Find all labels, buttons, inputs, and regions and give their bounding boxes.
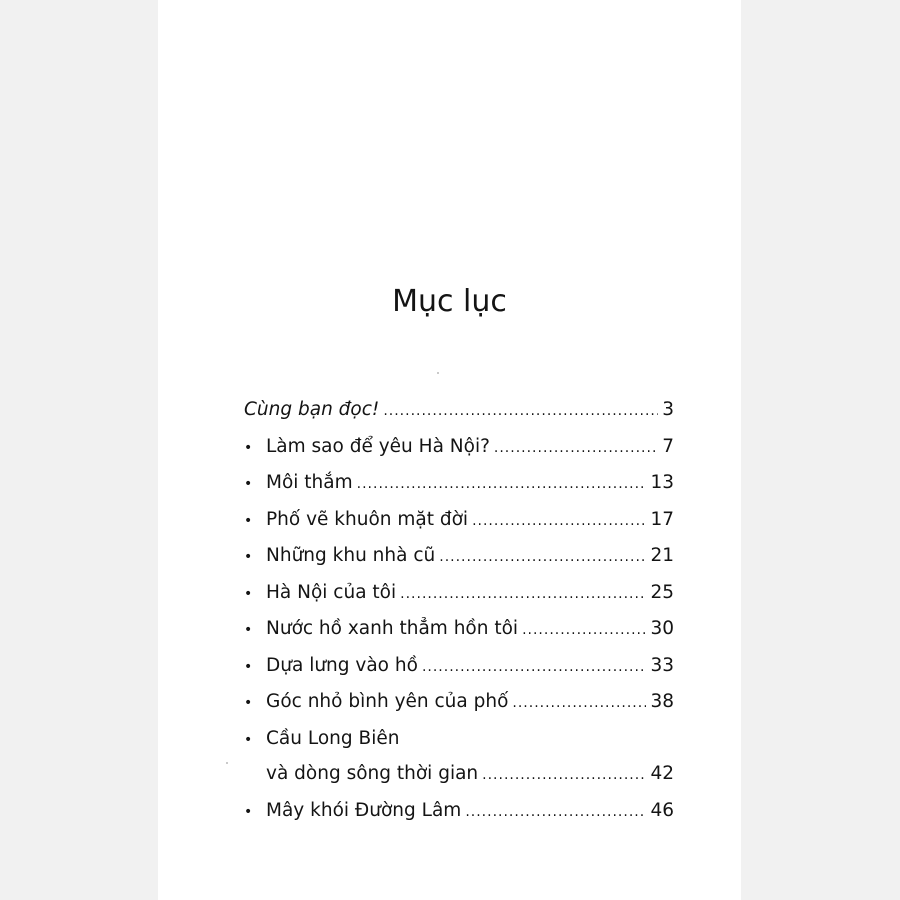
toc-page-number: 13 bbox=[650, 472, 674, 493]
toc-entry[interactable] bbox=[244, 577, 674, 614]
bullet-icon: • bbox=[244, 585, 253, 602]
toc-page-number: 7 bbox=[662, 435, 674, 457]
toc-page-number: 38 bbox=[650, 691, 674, 712]
toc-entry-title: Góc nhỏ bình yên của phố bbox=[266, 691, 509, 712]
toc-page-number: 21 bbox=[650, 545, 674, 566]
toc-entry-title: Môi thắm bbox=[266, 472, 353, 493]
paper-speck bbox=[226, 762, 228, 764]
dot-leader bbox=[482, 759, 646, 791]
toc-list bbox=[244, 394, 674, 831]
dot-leader bbox=[383, 395, 658, 427]
dot-leader bbox=[522, 614, 646, 646]
dot-leader bbox=[472, 505, 646, 537]
toc-entry-title: Mây khói Đường Lâm bbox=[266, 799, 462, 821]
toc-page-number: 30 bbox=[650, 618, 674, 639]
toc-entry[interactable] bbox=[244, 467, 674, 504]
bullet-icon: • bbox=[244, 803, 253, 820]
toc-entry[interactable] bbox=[244, 686, 674, 723]
toc-page-number: 17 bbox=[650, 508, 674, 530]
dot-leader bbox=[439, 541, 646, 573]
dot-leader bbox=[465, 796, 646, 828]
toc-entry[interactable] bbox=[244, 540, 674, 577]
toc-entry-title-line1: Cầu Long Biên bbox=[266, 727, 400, 749]
toc-page-number: 3 bbox=[662, 399, 674, 420]
dot-leader bbox=[494, 432, 658, 464]
toc-entry[interactable] bbox=[244, 650, 674, 687]
book-page bbox=[158, 0, 741, 900]
bullet-icon: • bbox=[244, 476, 253, 492]
bullet-icon: • bbox=[244, 731, 253, 748]
dot-leader bbox=[512, 687, 646, 719]
toc-page-number: 42 bbox=[650, 763, 674, 784]
bullet-icon: • bbox=[244, 439, 253, 456]
toc-entry[interactable] bbox=[244, 723, 674, 795]
toc-entry[interactable] bbox=[244, 795, 674, 832]
toc-entry-title-line2: và dòng sông thời gian bbox=[266, 763, 479, 784]
bullet-icon: • bbox=[244, 658, 253, 675]
toc-entry-title: Những khu nhà cũ bbox=[266, 545, 436, 566]
toc-entry-title: Hà Nội của tôi bbox=[266, 581, 397, 603]
dot-leader bbox=[357, 468, 647, 500]
toc-entry-title: Làm sao để yêu Hà Nội? bbox=[266, 435, 490, 457]
toc-entry[interactable] bbox=[244, 504, 674, 541]
toc-entry[interactable] bbox=[244, 613, 674, 650]
bullet-icon: • bbox=[244, 622, 253, 638]
toc-entry[interactable] bbox=[244, 394, 674, 431]
toc-title: Mục lục bbox=[392, 284, 507, 319]
toc-entry-title: Phố vẽ khuôn mặt đời bbox=[266, 508, 469, 530]
dot-leader bbox=[422, 651, 647, 683]
bullet-icon: • bbox=[244, 549, 253, 565]
toc-page-number: 25 bbox=[650, 581, 674, 603]
toc-entry-title: Dựa lưng vào hồ bbox=[266, 654, 418, 676]
paper-speck bbox=[437, 372, 439, 374]
toc-entry-title: Cùng bạn đọc! bbox=[244, 399, 380, 420]
bullet-icon: • bbox=[244, 512, 253, 529]
bullet-icon: • bbox=[244, 695, 253, 711]
dot-leader bbox=[400, 578, 646, 610]
toc-entry-title: Nước hồ xanh thẳm hồn tôi bbox=[266, 618, 519, 639]
toc-entry[interactable] bbox=[244, 431, 674, 468]
toc-page-number: 46 bbox=[650, 799, 674, 821]
toc-page-number: 33 bbox=[650, 654, 674, 676]
